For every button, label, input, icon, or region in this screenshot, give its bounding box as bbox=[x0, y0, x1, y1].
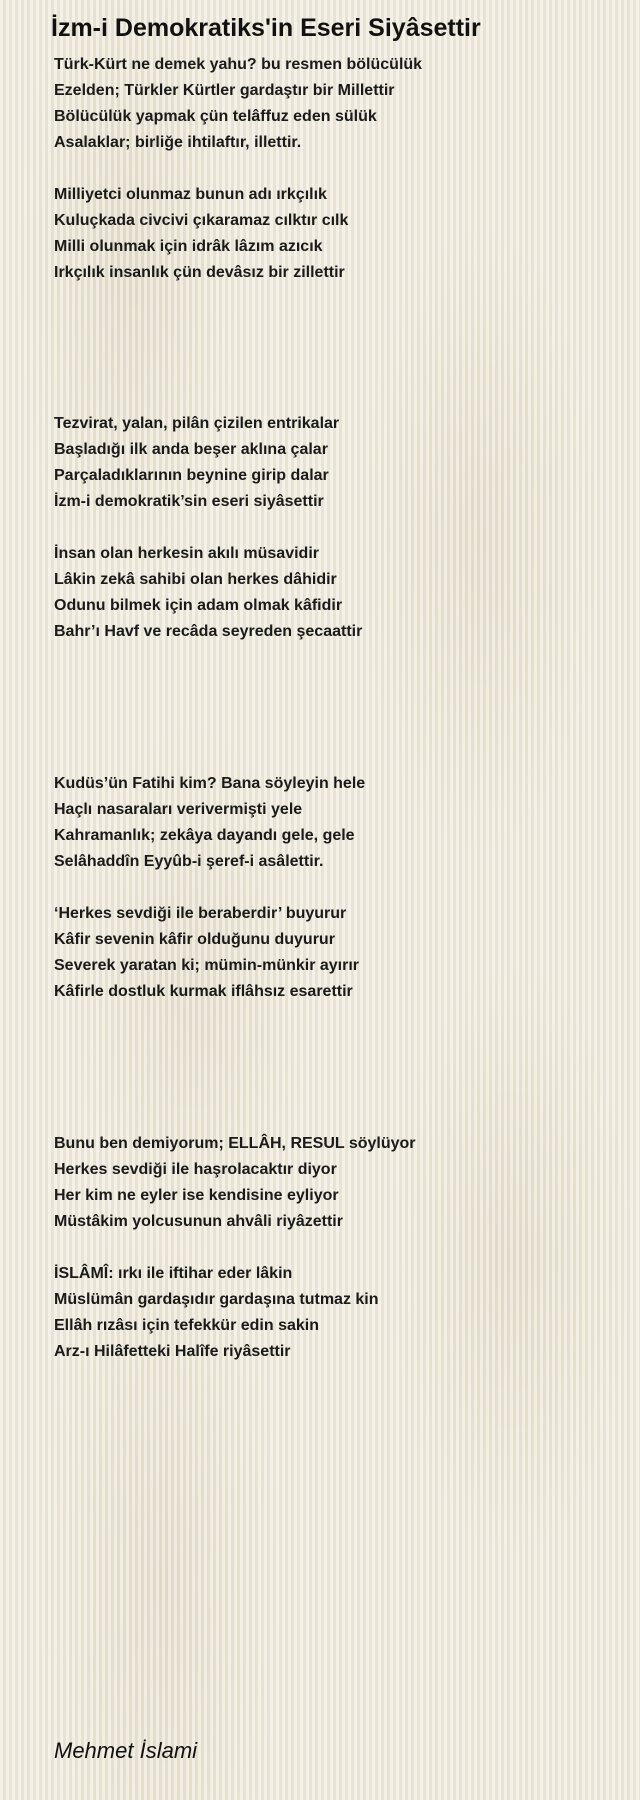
poem-line: Her kim ne eyler ise kendisine eyliyor bbox=[54, 1187, 339, 1204]
poem-line: Müslümân gardaşıdır gardaşına tutmaz kin bbox=[54, 1291, 379, 1308]
poem-line: Herkes sevdiği ile haşrolacaktır diyor bbox=[54, 1161, 337, 1178]
poem-line: Asalaklar; birliğe ihtilaftır, illettir. bbox=[54, 134, 302, 151]
poem-line: Müstâkim yolcusunun ahvâli riyâzettir bbox=[54, 1213, 343, 1230]
poem-line: Bölücülük yapmak çün telâffuz eden sülük bbox=[54, 108, 377, 125]
poem-line: Irkçılık insanlık çün devâsız bir zillettir bbox=[54, 264, 345, 281]
poem-line: Kâfirle dostluk kurmak iflâhsız esarettir bbox=[54, 983, 353, 1000]
poem-line: Selâhaddîn Eyyûb-i şeref-i asâlettir. bbox=[54, 853, 324, 870]
poem-title: İzm-i Demokratiks'in Eseri Siyâsettir bbox=[51, 14, 481, 42]
poem-line: Ezelden; Türkler Kürtler gardaştır bir Millettir bbox=[54, 82, 395, 99]
poem-line: Kudüs’ün Fatihi kim? Bana söyleyin hele bbox=[54, 775, 366, 792]
poem-line: Parçaladıklarının beynine girip dalar bbox=[54, 467, 329, 484]
poem-line: İSLÂMÎ: ırkı ile iftihar eder lâkin bbox=[54, 1265, 293, 1282]
poem-line: Haçlı nasaraları verivermişti yele bbox=[54, 801, 303, 818]
stanza-4 bbox=[54, 541, 362, 645]
poem-line: Odunu bilmek için adam olmak kâfidir bbox=[54, 597, 343, 614]
poem-line: Severek yaratan ki; mümin-münkir ayırır bbox=[54, 957, 360, 974]
stanza-3 bbox=[54, 411, 339, 515]
poem-line: Bunu ben demiyorum; ELLÂH, RESUL söylüyor bbox=[54, 1135, 416, 1152]
poem-line: İzm-i demokratik’sin eseri siyâsettir bbox=[54, 493, 324, 510]
stanza-6 bbox=[54, 901, 359, 1005]
poem-line: Arz-ı Hilâfetteki Halîfe riyâsettir bbox=[54, 1343, 291, 1360]
poem-line: Lâkin zekâ sahibi olan herkes dâhidir bbox=[54, 571, 337, 588]
poem-line: İnsan olan herkesin akılı müsavidir bbox=[54, 545, 319, 562]
poem-line: Bahr’ı Havf ve recâda seyreden şecaattir bbox=[54, 623, 363, 640]
poem-line: Kuluçkada civcivi çıkaramaz cılktır cılk bbox=[54, 212, 349, 229]
stanza-2 bbox=[54, 182, 348, 286]
poem-line: Kâfir sevenin kâfir olduğunu duyurur bbox=[54, 931, 335, 948]
stanza-1 bbox=[54, 52, 422, 156]
author-name: Mehmet İslami bbox=[54, 1738, 198, 1763]
poem-line: Tezvirat, yalan, pilân çizilen entrikalar bbox=[54, 415, 340, 432]
poem-line: Kahramanlık; zekâya dayandı gele, gele bbox=[54, 827, 355, 844]
poem-line: Ellâh rızâsı için tefekkür edin sakin bbox=[54, 1317, 319, 1334]
stanza-8 bbox=[54, 1261, 379, 1365]
poem-line: Milli olunmak için idrâk lâzım azıcık bbox=[54, 238, 323, 255]
stanza-5 bbox=[54, 771, 365, 875]
poem-line: Milliyetci olunmaz bunun adı ırkçılık bbox=[54, 186, 327, 203]
poem-line: Başladığı ilk anda beşer aklına çalar bbox=[54, 441, 328, 458]
poem-line: Türk-Kürt ne demek yahu? bu resmen bölücülük bbox=[54, 56, 423, 73]
stanza-7 bbox=[54, 1131, 416, 1235]
poem-line: ‘Herkes sevdiği ile beraberdir’ buyurur bbox=[54, 905, 347, 922]
